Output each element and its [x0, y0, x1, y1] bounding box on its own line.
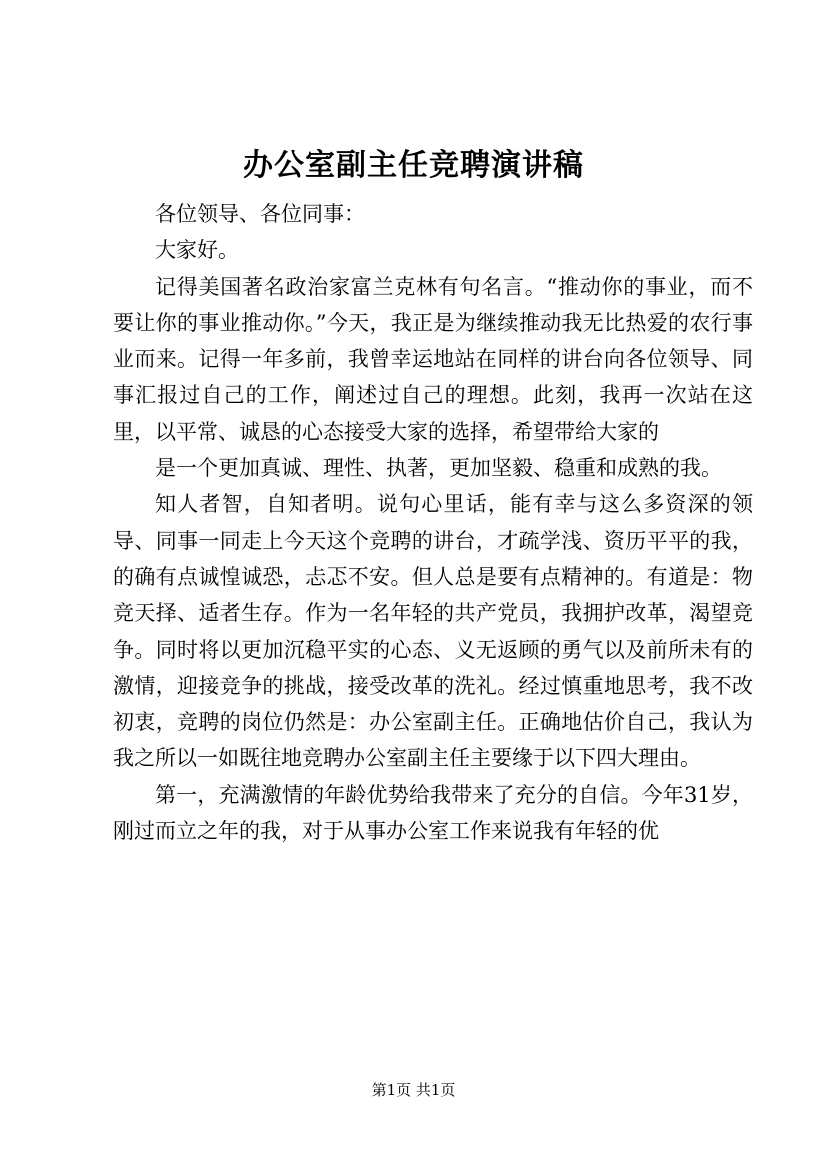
paragraph-self-knowledge: 知人者智，自知者明。说句心里话，能有幸与这么多资深的领导、同事一同走上今天这个竞聘的讲台，才疏学浅、资历平平的我，的确有点诚惶诚恐，忐忑不安。但人总是要有点精神的。有道是：物竞天择、适者生存。作为一名年轻的共产党员，我拥护改革，渴望竞争。同时将以更加沉稳平实的心态、义无返顾的勇气以及前所未有的激情，迎接竞争的挑战，接受改革的洗礼。经过慎重地思考，我不改初衷，竞聘的岗位仍然是：办公室副主任。正确地估价自己，我认为我之所以一如既往地竞聘办公室副主任主要缘于以下四大理由。 [113, 492, 753, 771]
page-number-label: 第1页 共1页 [371, 1081, 456, 1099]
document-title: 办公室副主任竞聘演讲稿 [243, 148, 584, 183]
document-body [113, 196, 753, 849]
paragraph-salutation: 各位领导、各位同事： [155, 202, 365, 226]
paragraph-continuation: 是一个更加真诚、理性、执著，更加坚毅、稳重和成熟的我。 [155, 456, 722, 481]
paragraph-quote: 记得美国著名政治家富兰克林有句名言。“推动你的事业，而不要让你的事业推动你。”今天，我正是为继续推动我无比热爱的农行事业而来。记得一年多前，我曾幸运地站在同样的讲台向各位领导、同事汇报过自己的工作，阐述过自己的理想。此刻，我再一次站在这里，以平常、诚恳的心态接受大家的选择，希望带给大家的 [113, 274, 753, 444]
paragraph-greeting: 大家好。 [155, 238, 239, 263]
paragraph-reason-one: 第一，充满激情的年龄优势给我带来了充分的自信。今年31岁，刚过而立之年的我，对于从事办公室工作来说我有年轻的优 [113, 782, 753, 844]
page-footer [0, 1080, 827, 1100]
